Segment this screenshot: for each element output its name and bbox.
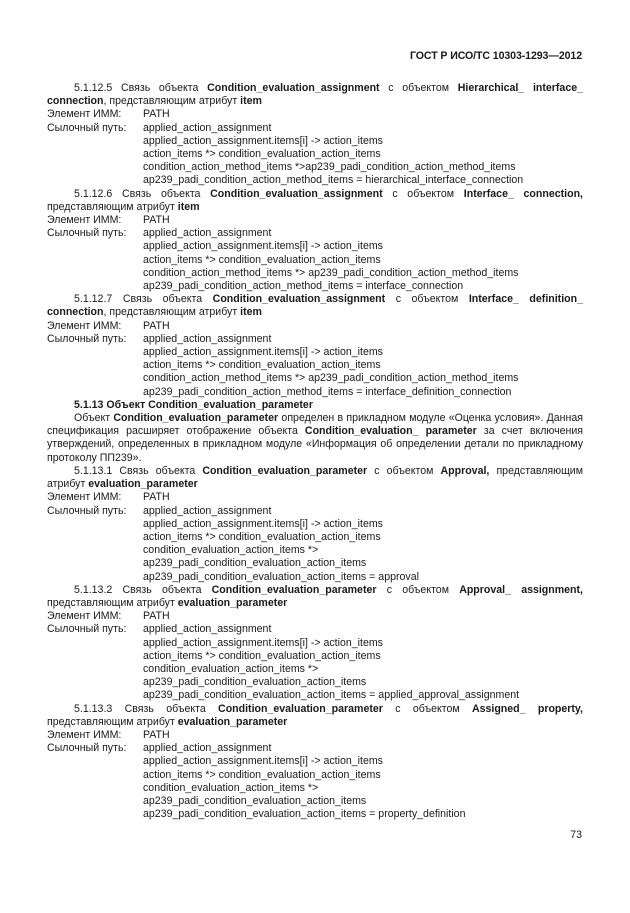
path-line: action_items *> condition_evaluation_action_items <box>143 649 381 662</box>
document-header: ГОСТ Р ИСО/ТС 10303-1293—2012 <box>410 50 582 62</box>
aim-element-row: Элемент ИММ: PATH <box>47 728 170 741</box>
path-line: ap239_padi_condition_evaluation_action_items <box>143 676 367 689</box>
path-line: action_items *> condition_evaluation_action_items <box>143 253 381 266</box>
aim-element-row: Элемент ИММ: PATH <box>47 214 170 227</box>
path-line: applied_action_assignment.items[i] -> action_items <box>143 346 383 359</box>
document-body <box>47 82 583 821</box>
path-line: ap239_padi_condition_evaluation_action_items <box>143 557 367 570</box>
path-line: action_items *> condition_evaluation_action_items <box>143 148 381 161</box>
path-line: applied_action_assignment.items[i] -> action_items <box>143 240 383 253</box>
section-heading: 5.1.12.6 Связь объекта Condition_evaluation_assignment с объектом Interface_ connection, представляющим атрибут item <box>47 187 583 213</box>
path-line: ap239_padi_condition_action_method_items = interface_definition_connection <box>143 385 512 398</box>
section-heading: 5.1.13.1 Связь объекта Condition_evaluation_parameter с объектом Approval, представляющим атрибут evaluation_parameter <box>47 464 583 491</box>
ref-path-row: Сылочный путь: applied_action_assignment <box>47 332 272 345</box>
path-line: ap239_padi_condition_evaluation_action_items = property_definition <box>143 808 466 821</box>
path-line: condition_evaluation_action_items *> <box>143 544 319 557</box>
path-line: applied_action_assignment.items[i] -> action_items <box>143 134 383 147</box>
path-line: condition_action_method_items *>ap239_padi_condition_action_method_items <box>143 161 516 174</box>
subsection-title: 5.1.13 Объект Condition_evaluation_parameter <box>74 398 313 411</box>
path-line: condition_action_method_items *> ap239_padi_condition_action_method_items <box>143 266 519 279</box>
path-line: condition_action_method_items *> ap239_padi_condition_action_method_items <box>143 372 519 385</box>
path-line: action_items *> condition_evaluation_action_items <box>143 768 381 781</box>
ref-path-row: Сылочный путь: applied_action_assignment <box>47 742 272 755</box>
path-line: ap239_padi_condition_action_method_items = hierarchical_interface_connection <box>143 174 524 187</box>
ref-path-row: Сылочный путь: applied_action_assignment <box>47 623 272 636</box>
aim-element-row: Элемент ИММ: PATH <box>47 610 170 623</box>
subsection-intro: Объект Condition_evaluation_parameter определен в прикладном модуле «Оценка условия». Данная спецификация расширяет отображение объекта Condition_evaluation_ parameter за счет включения утверждений, определенных в прикладном модуле «Информация об определении детали по прикладному протоколу ПП239». <box>47 412 584 464</box>
ref-path-row: Сылочный путь: applied_action_assignment <box>47 504 272 517</box>
path-line: applied_action_assignment.items[i] -> action_items <box>143 636 383 649</box>
aim-element-row: Элемент ИММ: PATH <box>47 319 170 332</box>
ref-path-row: Сылочный путь: applied_action_assignment <box>47 121 272 134</box>
path-line: condition_evaluation_action_items *> <box>143 662 319 675</box>
page-number: 73 <box>570 829 582 841</box>
path-line: condition_evaluation_action_items *> <box>143 781 319 794</box>
section-heading: 5.1.12.5 Связь объекта Condition_evaluation_assignment с объектом Hierarchical_ interface_ connection, представляющим атрибут item <box>47 82 583 108</box>
section-heading: 5.1.12.7 Связь объекта Condition_evaluation_assignment с объектом Interface_ definition_ connection, представляющим атрибут item <box>47 293 583 319</box>
path-line: ap239_padi_condition_evaluation_action_items <box>143 794 367 807</box>
path-line: ap239_padi_condition_evaluation_action_items = applied_approval_assignment <box>143 689 520 702</box>
ref-path-row: Сылочный путь: applied_action_assignment <box>47 227 272 240</box>
section-heading: 5.1.13.3 Связь объекта Condition_evaluation_parameter с объектом Assigned_ property, представляющим атрибут evaluation_parameter <box>47 702 583 728</box>
path-line: ap239_padi_condition_evaluation_action_items = approval <box>143 570 419 583</box>
aim-element-row: Элемент ИММ: PATH <box>47 108 170 121</box>
section-heading: 5.1.13.2 Связь объекта Condition_evaluation_parameter с объектом Approval_ assignment, представляющим атрибут evaluation_parameter <box>47 583 584 609</box>
aim-element-row: Элемент ИММ: PATH <box>47 491 170 504</box>
path-line: action_items *> condition_evaluation_action_items <box>143 530 381 543</box>
path-line: ap239_padi_condition_action_method_items = interface_connection <box>143 280 464 293</box>
path-line: applied_action_assignment.items[i] -> action_items <box>143 517 383 530</box>
path-line: applied_action_assignment.items[i] -> action_items <box>143 755 383 768</box>
path-line: action_items *> condition_evaluation_action_items <box>143 359 381 372</box>
